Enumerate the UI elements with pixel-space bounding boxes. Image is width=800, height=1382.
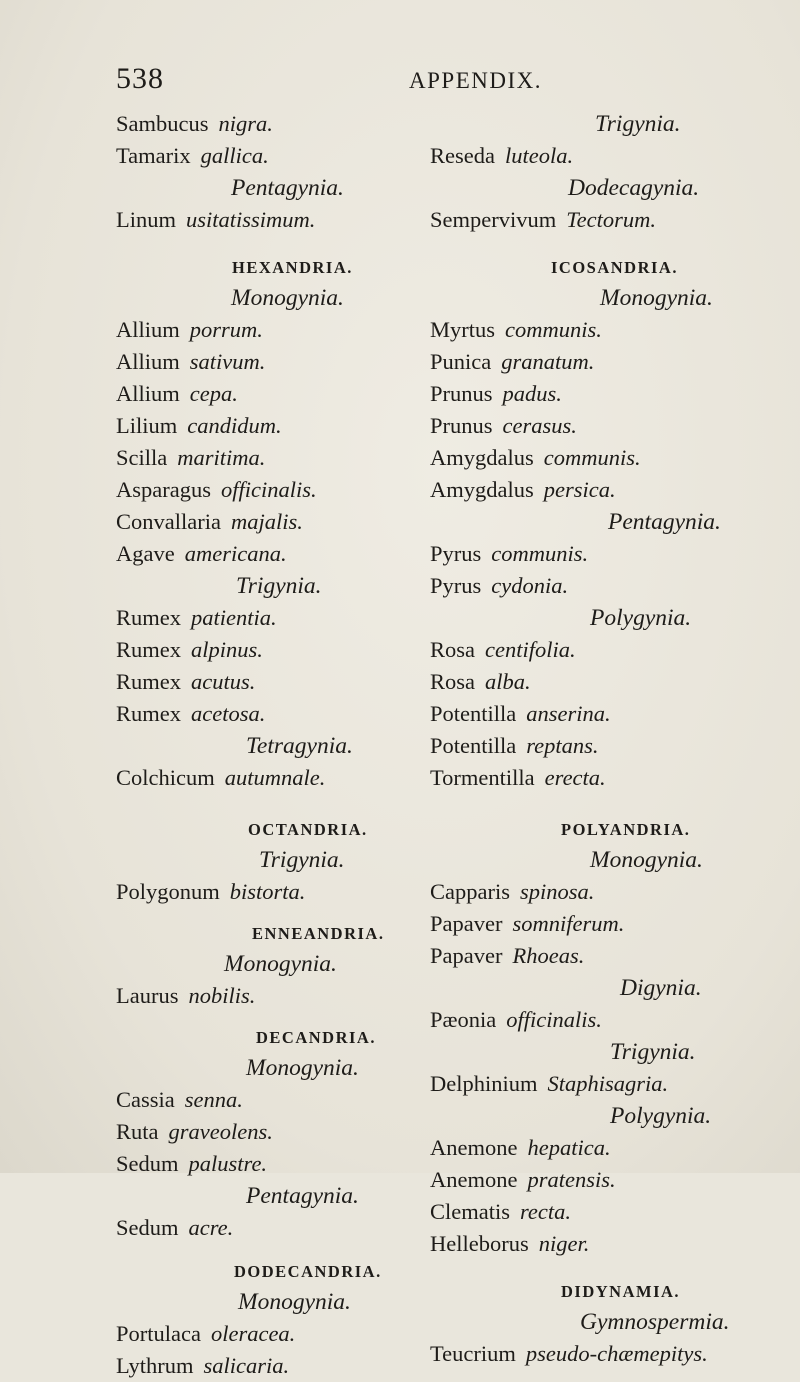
order-heading: Digynia. (620, 975, 702, 1001)
plant-entry (116, 1318, 446, 1350)
species-name: anserina. (526, 701, 611, 726)
running-head: APPENDIX. (409, 68, 542, 93)
genus-name: Sempervivum (430, 207, 557, 232)
species-name: acetosa. (191, 701, 266, 726)
order-heading: Monogynia. (231, 285, 344, 311)
genus-name: Prunus (430, 413, 493, 438)
plant-entry (116, 602, 446, 634)
plant-entry (116, 876, 446, 908)
genus-name: Tamarix (116, 143, 191, 168)
plant-entry (430, 762, 760, 794)
order-heading: Monogynia. (238, 1289, 351, 1315)
species-name: usitatissimum. (186, 207, 316, 232)
right-column (430, 108, 760, 1370)
spacer (430, 1260, 760, 1278)
plant-entry (430, 1164, 760, 1196)
plant-entry (116, 140, 446, 172)
spacer (116, 1012, 446, 1024)
plant-entry (430, 940, 760, 972)
plant-entry (116, 474, 446, 506)
order-heading: Trigynia. (259, 847, 345, 873)
genus-name: Convallaria (116, 509, 221, 534)
plant-entry (116, 506, 446, 538)
spacer (116, 794, 446, 816)
genus-name: Linum (116, 207, 176, 232)
species-name: bistorta. (229, 879, 306, 904)
species-name: officinalis. (506, 1007, 602, 1032)
species-name: pseudo-chæmepitys. (525, 1341, 708, 1366)
genus-name: Potentilla (430, 733, 517, 758)
plant-entry (430, 204, 760, 236)
genus-name: Potentilla (430, 701, 517, 726)
genus-name: Anemone (430, 1135, 518, 1160)
species-name: communis. (491, 541, 589, 566)
species-name: majalis. (230, 509, 303, 534)
plant-entry (430, 1338, 760, 1370)
species-name: senna. (184, 1087, 243, 1112)
class-heading: ENNEANDRIA. (252, 924, 385, 943)
species-name: hepatica. (527, 1135, 611, 1160)
genus-name: Lilium (116, 413, 178, 438)
species-name: cepa. (189, 381, 238, 406)
genus-name: Clematis (430, 1199, 510, 1224)
genus-name: Punica (430, 349, 492, 374)
genus-name: Cassia (116, 1087, 175, 1112)
class-heading: DIDYNAMIA. (561, 1282, 681, 1301)
genus-name: Teucrium (430, 1341, 516, 1366)
species-name: padus. (502, 381, 562, 406)
genus-name: Portulaca (116, 1321, 201, 1346)
genus-name: Scilla (116, 445, 168, 470)
genus-name: Asparagus (116, 477, 211, 502)
order-heading: Polygynia. (610, 1103, 712, 1129)
genus-name: Prunus (430, 381, 493, 406)
class-heading: DODECANDRIA. (234, 1262, 382, 1281)
genus-name: Anemone (430, 1167, 518, 1192)
genus-name: Rumex (116, 637, 181, 662)
spacer (430, 794, 760, 816)
species-name: recta. (520, 1199, 572, 1224)
species-name: centifolia. (485, 637, 576, 662)
species-name: cydonia. (491, 573, 569, 598)
order-heading: Monogynia. (246, 1055, 359, 1081)
genus-name: Sedum (116, 1151, 179, 1176)
species-name: sativum. (189, 349, 266, 374)
plant-entry (430, 140, 760, 172)
order-heading: Trigynia. (236, 573, 322, 599)
plant-entry (430, 442, 760, 474)
plant-entry (430, 1068, 760, 1100)
plant-entry (430, 346, 760, 378)
plant-entry (116, 1084, 446, 1116)
page-header (0, 62, 800, 102)
species-name: erecta. (544, 765, 606, 790)
spacer (430, 236, 760, 254)
genus-name: Lythrum (116, 1353, 194, 1378)
genus-name: Amygdalus (430, 477, 534, 502)
genus-name: Rosa (430, 637, 475, 662)
genus-name: Laurus (116, 983, 179, 1008)
species-name: salicaria. (203, 1353, 290, 1378)
plant-entry (430, 314, 760, 346)
species-name: somniferum. (512, 911, 625, 936)
order-heading: Trigynia. (595, 111, 681, 137)
plant-entry (116, 666, 446, 698)
species-name: graveolens. (168, 1119, 273, 1144)
genus-name: Polygonum (116, 879, 220, 904)
genus-name: Rumex (116, 701, 181, 726)
plant-entry (116, 1116, 446, 1148)
plant-entry (430, 1228, 760, 1260)
plant-entry (116, 346, 446, 378)
genus-name: Allium (116, 349, 180, 374)
species-name: communis. (505, 317, 602, 342)
order-heading: Monogynia. (224, 951, 337, 977)
genus-name: Rumex (116, 669, 181, 694)
species-name: pratensis. (527, 1167, 616, 1192)
plant-entry (430, 908, 760, 940)
species-name: luteola. (504, 143, 574, 168)
genus-name: Delphinium (430, 1071, 538, 1096)
plant-entry (430, 634, 760, 666)
genus-name: Amygdalus (430, 445, 534, 470)
genus-name: Helleborus (430, 1231, 529, 1256)
plant-entry (116, 698, 446, 730)
species-name: officinalis. (220, 477, 317, 502)
order-heading: Trigynia. (610, 1039, 696, 1065)
genus-name: Pyrus (430, 541, 482, 566)
plant-entry (430, 378, 760, 410)
species-name: nobilis. (188, 983, 256, 1008)
plant-entry (116, 204, 446, 236)
genus-name: Ruta (116, 1119, 159, 1144)
genus-name: Myrtus (430, 317, 496, 342)
genus-name: Allium (116, 317, 180, 342)
species-name: Tectorum. (566, 207, 657, 232)
order-heading: Pentagynia. (608, 509, 721, 535)
species-name: americana. (184, 541, 287, 566)
order-heading: Polygynia. (590, 605, 692, 631)
plant-entry (116, 108, 446, 140)
plant-entry (116, 1212, 446, 1244)
species-name: Rhoeas. (512, 943, 585, 968)
genus-name: Rumex (116, 605, 181, 630)
genus-name: Sedum (116, 1215, 179, 1240)
species-name: cerasus. (502, 413, 577, 438)
species-name: Staphisagria. (547, 1071, 669, 1096)
plant-entry (116, 980, 446, 1012)
genus-name: Sambucus (116, 111, 209, 136)
plant-entry (430, 666, 760, 698)
genus-name: Papaver (430, 911, 503, 936)
genus-name: Reseda (430, 143, 495, 168)
spacer (116, 1244, 446, 1258)
species-name: reptans. (526, 733, 599, 758)
species-name: communis. (543, 445, 641, 470)
plant-entry (116, 538, 446, 570)
order-heading: Tetragynia. (246, 733, 353, 759)
plant-entry (116, 378, 446, 410)
plant-entry (116, 634, 446, 666)
plant-entry (430, 538, 760, 570)
class-heading: OCTANDRIA. (248, 820, 368, 839)
order-heading: Dodecagynia. (568, 175, 700, 201)
plant-entry (430, 1196, 760, 1228)
species-name: persica. (543, 477, 616, 502)
species-name: acre. (188, 1215, 234, 1240)
plant-entry (430, 410, 760, 442)
plant-entry (116, 442, 446, 474)
page-number: 538 (116, 62, 164, 95)
plant-entry (430, 1132, 760, 1164)
genus-name: Rosa (430, 669, 475, 694)
species-name: palustre. (188, 1151, 268, 1176)
species-name: acutus. (191, 669, 256, 694)
species-name: alba. (485, 669, 531, 694)
plant-entry (430, 1004, 760, 1036)
species-name: granatum. (501, 349, 595, 374)
species-name: spinosa. (519, 879, 595, 904)
plant-entry (116, 762, 446, 794)
left-column (116, 108, 446, 1382)
class-heading: DECANDRIA. (256, 1028, 376, 1047)
plant-entry (430, 570, 760, 602)
class-heading: POLYANDRIA. (561, 820, 691, 839)
species-name: oleracea. (210, 1321, 296, 1346)
spacer (116, 236, 446, 254)
species-name: candidum. (187, 413, 282, 438)
genus-name: Pæonia (430, 1007, 497, 1032)
species-name: porrum. (189, 317, 263, 342)
species-name: niger. (538, 1231, 590, 1256)
genus-name: Papaver (430, 943, 503, 968)
class-heading: ICOSANDRIA. (551, 258, 678, 277)
order-heading: Pentagynia. (246, 1183, 359, 1209)
order-heading: Monogynia. (590, 847, 703, 873)
species-name: gallica. (200, 143, 269, 168)
plant-entry (430, 698, 760, 730)
species-name: maritima. (177, 445, 266, 470)
genus-name: Tormentilla (430, 765, 535, 790)
species-name: nigra. (218, 111, 273, 136)
genus-name: Agave (116, 541, 175, 566)
species-name: autumnale. (224, 765, 326, 790)
species-name: alpinus. (191, 637, 263, 662)
class-heading: HEXANDRIA. (232, 258, 353, 277)
genus-name: Allium (116, 381, 180, 406)
plant-entry (116, 314, 446, 346)
genus-name: Pyrus (430, 573, 482, 598)
plant-entry (116, 1148, 446, 1180)
spacer (116, 908, 446, 920)
order-heading: Monogynia. (600, 285, 713, 311)
order-heading: Gymnospermia. (580, 1309, 730, 1335)
species-name: patientia. (191, 605, 277, 630)
genus-name: Capparis (430, 879, 510, 904)
plant-entry (430, 876, 760, 908)
order-heading: Pentagynia. (231, 175, 344, 201)
plant-entry (430, 730, 760, 762)
plant-entry (116, 410, 446, 442)
plant-entry (430, 474, 760, 506)
genus-name: Colchicum (116, 765, 215, 790)
plant-entry (116, 1350, 446, 1382)
